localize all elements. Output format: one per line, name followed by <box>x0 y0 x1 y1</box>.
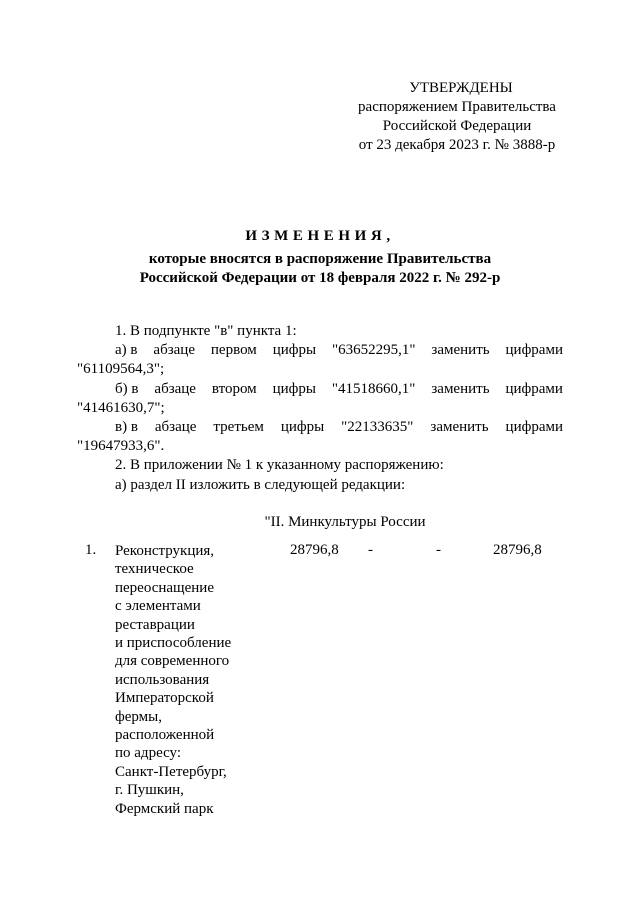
paragraph-2: 2. В приложении № 1 к указанному распоряжению: <box>115 457 444 474</box>
item-a-word: "63652295,1" <box>331 342 416 359</box>
item-b-continuation: "41461630,7"; <box>77 399 165 416</box>
item-a-word: первом <box>210 342 257 359</box>
desc-line: переоснащение <box>115 579 214 596</box>
row-description <box>115 542 245 818</box>
row-value-4: 28796,8 <box>493 542 542 558</box>
item-b-word: заменить <box>431 380 490 397</box>
desc-line: по адресу: <box>115 745 182 762</box>
document-title: ИЗМЕНЕНИЯ, <box>245 228 395 244</box>
subtitle-line-2: Российской Федерации от 18 февраля 2022 г. № 292-р <box>139 270 501 286</box>
item-c-word: заменить <box>430 419 489 436</box>
body-text <box>77 322 563 495</box>
desc-line: Фермский парк <box>115 800 214 817</box>
desc-line: расположенной <box>115 727 215 744</box>
desc-line: с элементами <box>115 598 201 615</box>
item-c-line <box>77 418 563 437</box>
item-c-word: "22133635" <box>341 419 414 436</box>
item-c-word: третьем <box>213 419 264 436</box>
paragraph-1: 1. В подпункте "в" пункта 1: <box>115 323 297 339</box>
subtitle-line-1: которые вносятся в распоряжение Правительства <box>148 251 492 267</box>
row-value-3: - <box>436 542 441 558</box>
desc-line: техническое <box>115 561 194 578</box>
desc-line: Санкт-Петербург, <box>115 763 227 780</box>
desc-line: г. Пушкин, <box>115 782 184 799</box>
desc-line: фермы, <box>115 708 162 725</box>
approval-block <box>300 79 614 155</box>
desc-line: использования <box>115 671 210 688</box>
approval-line-2: Российской Федерации <box>382 118 532 134</box>
desc-line: реставрации <box>115 616 195 633</box>
item-c-word: абзаце <box>154 419 197 436</box>
item-c-word: цифрами <box>505 419 563 436</box>
item-b-word: цифры <box>272 380 316 397</box>
item-a-line <box>77 341 563 360</box>
item-a-word: заменить <box>431 342 490 359</box>
desc-line: и приспособление <box>115 635 232 652</box>
item-a-word: цифрами <box>505 342 563 359</box>
approval-line-1: распоряжением Правительства <box>358 99 556 115</box>
item-c-word: в) в <box>115 419 138 436</box>
item-a-word: цифры <box>272 342 317 359</box>
item-c-continuation: "19647933,6". <box>77 438 165 455</box>
row-value-2: - <box>368 542 373 558</box>
item-a-word: абзаце <box>153 342 195 359</box>
item-c-word: цифры <box>280 419 325 436</box>
row-number: 1. <box>85 542 97 558</box>
item-a-continuation: "61109564,3"; <box>77 361 165 378</box>
item-b-word: абзаце <box>154 380 196 397</box>
item-b-line <box>77 380 563 399</box>
desc-line: для современного <box>115 653 230 670</box>
section-heading: "II. Минкультуры России <box>264 514 426 530</box>
item-b-word: б) в <box>115 380 139 397</box>
desc-line: Императорской <box>115 690 214 707</box>
approval-line-3: от 23 декабря 2023 г. № 3888-р <box>358 137 556 153</box>
paragraph-3: а) раздел II изложить в следующей редакции: <box>115 476 406 493</box>
desc-line: Реконструкция, <box>115 543 215 559</box>
document-subtitle <box>0 250 640 288</box>
item-b-word: цифрами <box>505 380 563 397</box>
item-b-word: втором <box>211 380 257 397</box>
row-value-total: 28796,8 <box>290 542 339 558</box>
item-b-word: "41518660,1" <box>331 380 416 397</box>
item-a-word: а) в <box>115 342 138 359</box>
approval-title: УТВЕРЖДЕНЫ <box>409 80 513 96</box>
